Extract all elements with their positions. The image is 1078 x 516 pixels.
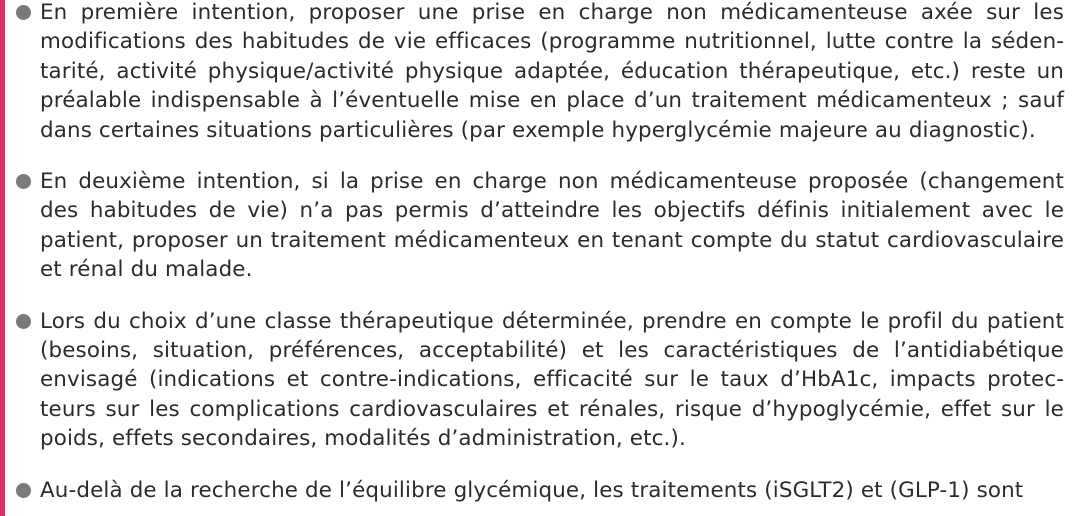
bullet-icon: [16, 314, 31, 329]
list-item-text: En première intention, proposer une prise en charge non médicamenteuse axée sur les modifications des habitudes de vie efficaces (programme nutritionnel, lutte contre la sédentarité, activité physique/activité physique adaptée, éducation thérapeutique, etc.) reste un préalable indispensable à l’éventuelle mise en place d’un traitement médicamenteux ; sauf dans certaines situations particulières (par exemple hyperglycémie majeure au diagnostic).: [40, 0, 1064, 143]
list-item-text: En deuxième intention, si la prise en charge non médicamenteuse proposée (changement des habitudes de vie) n’a pas permis d’atteindre les objectifs définis initialement avec le patient, proposer un traitement médicamenteux en tenant compte du statut cardiovasculaire et rénal du malade.: [40, 169, 1064, 283]
list-item-second-intention: [14, 167, 1064, 285]
bullet-icon: [16, 5, 31, 20]
list-item-first-intention: [14, 0, 1064, 145]
list-item-glycemic-balance: [14, 476, 1064, 505]
list-item-text: Au-delà de la recherche de l’équilibre glycémique, les traitements (iSGLT2) et (GLP-1) sont: [40, 477, 1024, 503]
document-body: [14, 0, 1064, 505]
bullet-icon: [16, 483, 31, 498]
page-frame-border: [0, 0, 5, 516]
list-item-therapeutic-class: [14, 307, 1064, 454]
bullet-icon: [16, 174, 31, 189]
list-item-text: Lors du choix d’une classe thérapeutique déterminée, prendre en compte le profil du patient (besoins, situation, préférences, acceptabilité) et les caractéristiques de l’antidiabétique envisagé (indications et contre-indications, efficacité sur le taux d’HbA1c, impacts protecteurs sur les complications cardiovasculaires et rénales, risque d’hypoglycémie, effet sur le poids, effets secondaires, modalités d’administration, etc.).: [40, 308, 1064, 452]
